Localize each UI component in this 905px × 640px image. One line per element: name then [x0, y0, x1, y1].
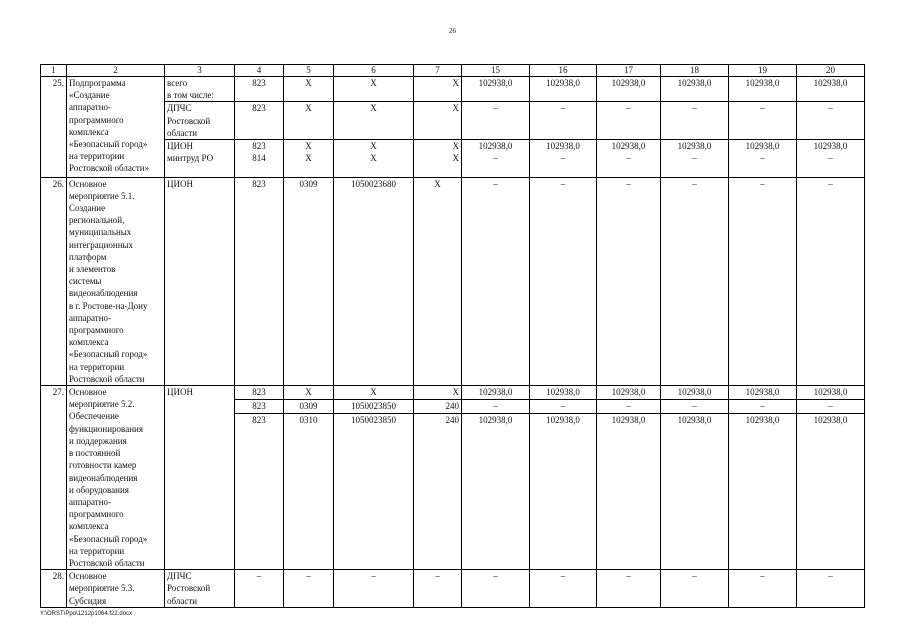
executor-cell: ЦИОН	[165, 386, 235, 570]
csr-cell: X X	[334, 140, 414, 178]
value-cell: –	[462, 177, 530, 385]
grbs-cell: 823	[235, 400, 284, 414]
value-cell: 102938,0	[729, 414, 797, 570]
row-number: 27.	[41, 386, 67, 570]
executor-cell: всего в том числе:	[165, 77, 235, 102]
grbs-cell: 823	[235, 386, 284, 400]
budget-table	[40, 64, 865, 608]
value-cell: 102938,0 –	[597, 140, 661, 178]
program-name: Основное мероприятие 5.3. Субсидия	[67, 570, 165, 608]
executor-cell: ДПЧС Ростовской области	[165, 102, 235, 140]
value-cell: –	[462, 400, 530, 414]
table-row	[41, 140, 865, 178]
grbs-cell: 823	[235, 102, 284, 140]
value-cell: 102938,0	[530, 414, 597, 570]
table-row	[41, 77, 865, 102]
program-name: Основное мероприятие 5.1. Создание региональной, муниципальных интеграционных платформ и элементов системы видеонаблюдения в г. Ростове-на-Дону аппаратно- программного комплекса «Безопасный город» на территории Ростовской области	[67, 177, 165, 385]
vr-cell: –	[414, 570, 462, 608]
header-cell: 7	[414, 65, 462, 77]
value-cell: –	[597, 400, 661, 414]
table-row	[41, 102, 865, 140]
executor-cell: ЦИОН минтруд РО	[165, 140, 235, 178]
csr-cell: X	[334, 386, 414, 400]
rzpr-cell: X	[284, 102, 334, 140]
vr-cell: X X	[414, 140, 462, 178]
value-cell: 102938,0	[797, 77, 865, 102]
value-cell: –	[597, 570, 661, 608]
value-cell: –	[729, 177, 797, 385]
value-cell: –	[597, 102, 661, 140]
csr-cell: X	[334, 77, 414, 102]
vr-cell: X	[414, 77, 462, 102]
grbs-cell: –	[235, 570, 284, 608]
executor-cell: ДПЧС Ростовской области	[165, 570, 235, 608]
value-cell: 102938,0	[729, 386, 797, 400]
csr-cell: X	[334, 102, 414, 140]
value-cell: 102938,0	[661, 386, 729, 400]
value-cell: –	[797, 400, 865, 414]
value-cell: –	[462, 570, 530, 608]
column-number-header	[41, 65, 865, 77]
grbs-cell: 823	[235, 414, 284, 570]
header-cell: 15	[462, 65, 530, 77]
vr-cell: X	[414, 177, 462, 385]
grbs-cell: 823	[235, 177, 284, 385]
rzpr-cell: 0310	[284, 414, 334, 570]
value-cell: –	[661, 102, 729, 140]
header-cell: 1	[41, 65, 67, 77]
header-cell: 5	[284, 65, 334, 77]
value-cell: –	[530, 177, 597, 385]
header-cell: 20	[797, 65, 865, 77]
executor-cell: ЦИОН	[165, 177, 235, 385]
header-cell: 19	[729, 65, 797, 77]
csr-cell: 1050023850	[334, 400, 414, 414]
value-cell: 102938,0 –	[729, 140, 797, 178]
value-cell: 102938,0	[597, 386, 661, 400]
value-cell: –	[530, 102, 597, 140]
value-cell: 102938,0 –	[661, 140, 729, 178]
header-cell: 3	[165, 65, 235, 77]
value-cell: –	[462, 102, 530, 140]
value-cell: –	[530, 570, 597, 608]
value-cell: 102938,0	[797, 386, 865, 400]
value-cell: 102938,0	[462, 386, 530, 400]
program-name: Основное мероприятие 5.2. Обеспечение функционирования и поддержания в постоянной готовности камер видеонаблюдения и оборудования аппаратно- программного комплекса «Безопасный город» на территории Ростовской области	[67, 386, 165, 570]
header-cell: 18	[661, 65, 729, 77]
value-cell: –	[661, 400, 729, 414]
page-number: 26	[449, 27, 456, 35]
row-number: 26.	[41, 177, 67, 385]
value-cell: 102938,0	[729, 77, 797, 102]
row-number: 28.	[41, 570, 67, 608]
header-cell: 4	[235, 65, 284, 77]
value-cell: 102938,0	[661, 77, 729, 102]
value-cell: –	[797, 570, 865, 608]
grbs-cell: 823 814	[235, 140, 284, 178]
vr-cell: X	[414, 102, 462, 140]
rzpr-cell: 0309	[284, 177, 334, 385]
value-cell: –	[797, 102, 865, 140]
value-cell: 102938,0 –	[462, 140, 530, 178]
value-cell: 102938,0	[530, 386, 597, 400]
value-cell: 102938,0	[530, 77, 597, 102]
vr-cell: 240	[414, 400, 462, 414]
value-cell: 102938,0	[462, 414, 530, 570]
rzpr-cell: X	[284, 77, 334, 102]
value-cell: –	[797, 177, 865, 385]
table-row	[41, 177, 865, 385]
header-cell: 17	[597, 65, 661, 77]
grbs-cell: 823	[235, 77, 284, 102]
value-cell: 102938,0 –	[797, 140, 865, 178]
value-cell: –	[597, 177, 661, 385]
value-cell: –	[729, 400, 797, 414]
vr-cell: 240	[414, 414, 462, 570]
value-cell: 102938,0	[661, 414, 729, 570]
vr-cell: X	[414, 386, 462, 400]
header-cell: 2	[67, 65, 165, 77]
program-name: Подпрограмма «Создание аппаратно- программного комплекса «Безопасный город» на территории Ростовской области»	[67, 77, 165, 178]
value-cell: 102938,0 –	[530, 140, 597, 178]
rzpr-cell: X	[284, 386, 334, 400]
value-cell: 102938,0	[797, 414, 865, 570]
csr-cell: –	[334, 570, 414, 608]
header-cell: 16	[530, 65, 597, 77]
file-path-footer: Y:\ORST\Ppo\1212p1064.f22.docx	[40, 611, 133, 617]
value-cell: –	[661, 177, 729, 385]
rzpr-cell: X X	[284, 140, 334, 178]
row-number: 25.	[41, 77, 67, 178]
table-row	[41, 570, 865, 608]
rzpr-cell: –	[284, 570, 334, 608]
table-row	[41, 386, 865, 400]
value-cell: –	[661, 570, 729, 608]
value-cell: –	[729, 570, 797, 608]
csr-cell: 1050023850	[334, 414, 414, 570]
header-cell: 6	[334, 65, 414, 77]
csr-cell: 1050023680	[334, 177, 414, 385]
value-cell: 102938,0	[597, 414, 661, 570]
value-cell: 102938,0	[462, 77, 530, 102]
value-cell: –	[530, 400, 597, 414]
rzpr-cell: 0309	[284, 400, 334, 414]
value-cell: 102938,0	[597, 77, 661, 102]
value-cell: –	[729, 102, 797, 140]
